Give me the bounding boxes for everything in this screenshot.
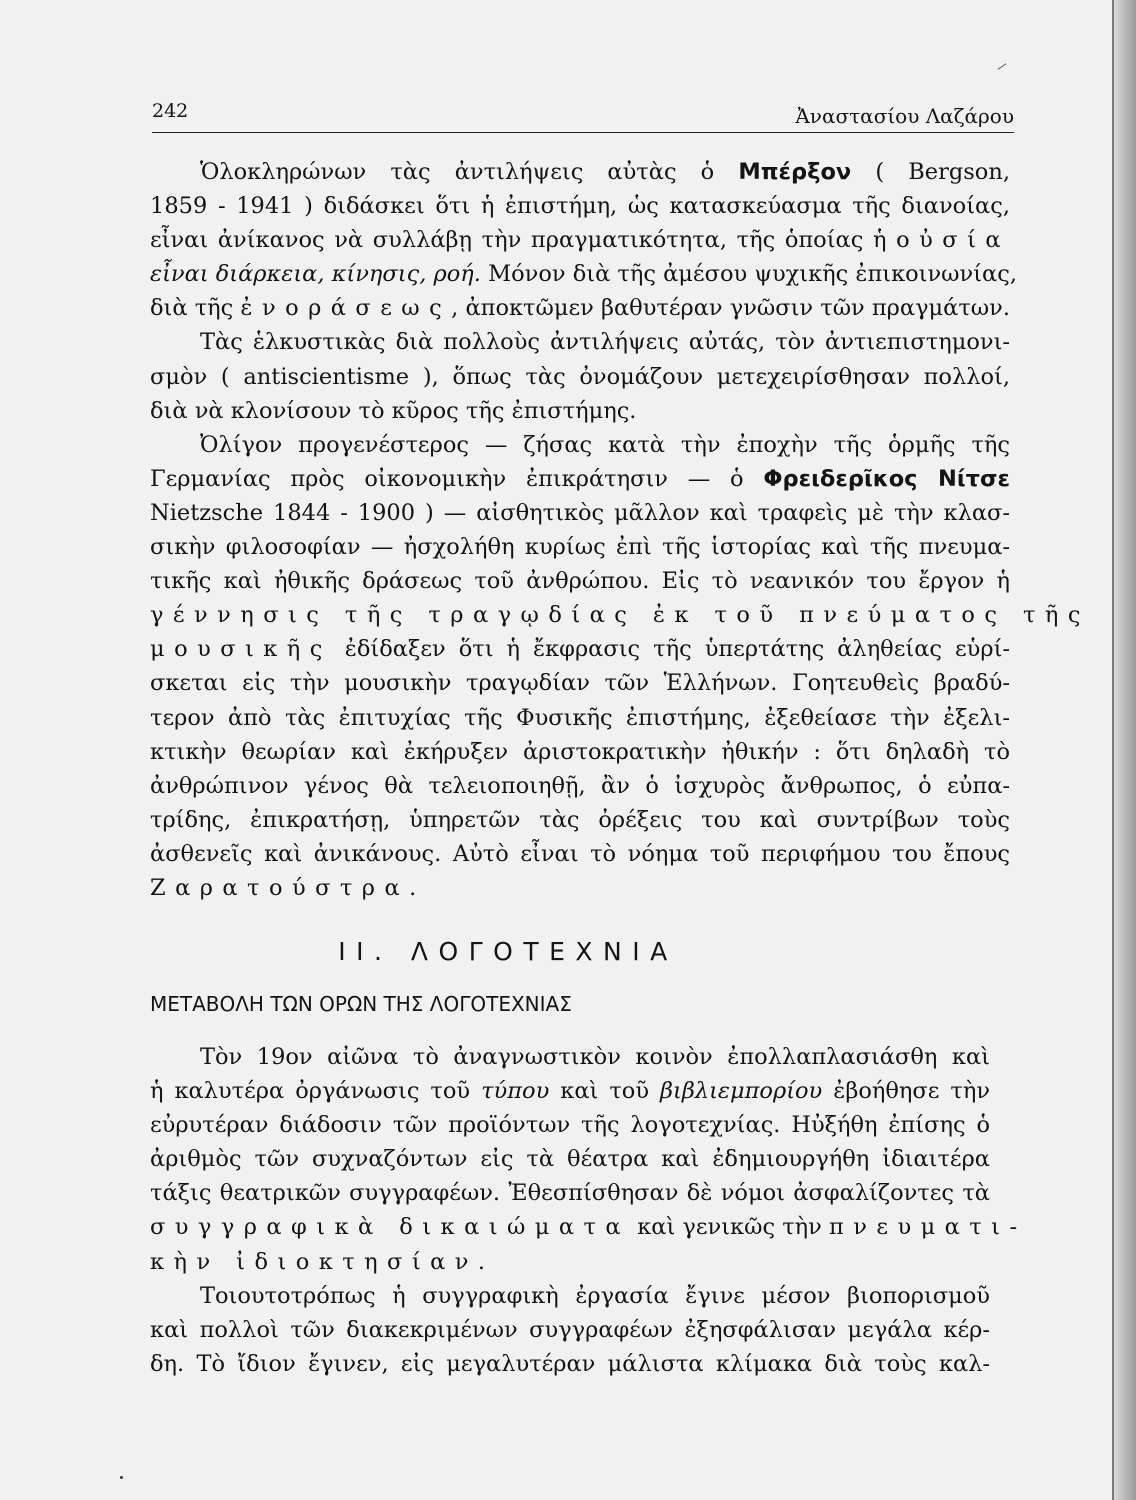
text-line: 1859 - 1941 ) διδάσκει ὅτι ἡ ἐπιστήμη, ὡς κατασκεύασμα τῆς διανοίας, xyxy=(150,193,1010,220)
header-rule xyxy=(152,132,1014,133)
body-text-bottom xyxy=(150,1040,1027,1381)
text-span: ἐβοήθησε τὴν xyxy=(822,1078,991,1105)
text-line xyxy=(150,1210,1027,1244)
text-line: τρίδης, ἐπικρατήσῃ, ὑπηρετῶν τὰς ὀρέξεις του καὶ συντρίβων τοὺς xyxy=(150,806,1010,833)
text-line: καὶ πολλοὶ τῶν διακεκριμένων συγγραφέων ἐξησφάλισαν μεγάλα κέρ- xyxy=(150,1316,990,1343)
text-span: ἡ καλυτέρα ὀργάνωσις τοῦ xyxy=(150,1078,482,1105)
text-line: ἀσθενεῖς καὶ ἀνικάνους. Αὐτὸ εἶναι τὸ νόημα τοῦ περιφήμου του ἔπους xyxy=(150,840,1010,867)
spaced-text: μουσικῆς xyxy=(150,636,332,663)
italic-text: τύπου xyxy=(481,1078,550,1105)
ink-speck xyxy=(120,1476,123,1479)
text-line xyxy=(150,291,1010,325)
text-line: Nietzsche 1844 - 1900 ) — αἰσθητικὸς μᾶλλον καὶ τραφεὶς μὲ τὴν κλασ- xyxy=(150,499,1010,526)
text-line xyxy=(150,632,1010,666)
text-line: τικῆς καὶ ἠθικῆς δράσεως τοῦ ἀνθρώπου. Εἰς τὸ νεανικόν του ἔργον ἡ xyxy=(150,568,1010,595)
text-line: σμὸν ( antiscientisme ), ὅπως τὰς ὀνομάζουν μετεχειρίσθησαν πολλοί, xyxy=(150,363,1010,390)
spaced-text: ἐνοράσεως xyxy=(240,295,452,322)
text-line: Τὸν 19ον αἰῶνα τὸ ἀναγνωστικὸν κοινὸν ἐπολλαπλασιάσθη καὶ xyxy=(200,1044,990,1070)
text-span: Μόνον διὰ τῆς ἀμέσου ψυχικῆς ἐπικοινωνίας, xyxy=(480,261,1017,288)
text-line: Ὀλίγον προγενέστερος — ζήσας κατὰ τὴν ἐποχὴν τῆς ὁρμῆς τῆς xyxy=(200,431,1010,458)
italic-text: εἶναι διάρκεια, κίνησις, ροή. xyxy=(150,261,481,288)
italic-text: βιβλιεμπορίου xyxy=(660,1078,823,1105)
body-text-top xyxy=(150,155,1090,905)
text-span: καὶ γενικῶς τὴν xyxy=(630,1214,829,1241)
spaced-text: πνευματι- xyxy=(828,1214,1027,1241)
text-line xyxy=(150,462,1010,496)
text-line: διὰ νὰ κλονίσουν τὸ κῦρος τῆς ἐπιστήμης. xyxy=(150,397,637,424)
text-span: εἶναι ἀνίκανος νὰ συλλάβῃ τὴν πραγματικότητα, τῆς ὁποίας ἡ xyxy=(150,227,897,254)
text-span: Ὁλοκληρώνων τὰς ἀντιλήψεις αὐτὰς ὁ xyxy=(200,159,739,185)
text-line: ἀριθμὸς τῶν συχναζόντων εἰς τὰ θέατρα καὶ ἐδημιουργήθη ἰδιαιτέρα xyxy=(150,1146,990,1173)
text-line: σικὴν φιλοσοφίαν — ἠσχολήθη κυρίως ἐπὶ τῆς ἱστορίας καὶ τῆς πνευμα- xyxy=(150,534,1010,561)
bold-name: Μπέρξον xyxy=(738,159,852,185)
text-line xyxy=(150,155,1010,189)
text-line xyxy=(150,1245,990,1279)
spaced-text: Ζαρατούστρα. xyxy=(150,874,426,901)
running-head: Ἀναστασίου Λαζάρου xyxy=(795,104,1014,128)
text-line: ἀνθρώπινον γένος θὰ τελειοποιηθῇ, ἂν ὁ ἰσχυρὸς ἄνθρωπος, ὁ εὐπα- xyxy=(150,772,1010,799)
spaced-text: συγγραφικὰ δικαιώματα xyxy=(150,1214,631,1241)
text-line xyxy=(150,598,1090,632)
text-span: , ἀποκτῶμεν βαθυτέραν γνῶσιν τῶν πραγμάτων. xyxy=(451,295,1010,322)
text-span: ἐδίδαξεν ὅτι ἡ ἔκφρασις τῆς ὑπερτάτης ἀληθείας εὑρί- xyxy=(331,636,1010,663)
text-span: Γερμανίας πρὸς οἰκονομικὴν ἐπικράτησιν — ὁ xyxy=(150,465,764,492)
bold-name: Φρειδερῖκος Νίτσε xyxy=(763,465,1010,492)
text-line xyxy=(150,1074,990,1108)
text-line: εὐρυτέραν διάδοσιν τῶν προϊόντων τῆς λογοτεχνίας. Ηὐξήθη ἐπίσης ὁ xyxy=(150,1112,990,1139)
text-span: διὰ τῆς xyxy=(150,295,241,322)
text-line: τάξις θεατρικῶν συγγραφέων. Ἐθεσπίσθησαν δὲ νόμοι ἀσφαλίζοντες τὰ xyxy=(150,1180,990,1207)
sub-heading: ΜΕΤΑΒΟΛΗ ΤΩΝ ΟΡΩΝ ΤΗΣ ΛΟΓΟΤΕΧΝΙΑΣ xyxy=(150,992,572,1016)
text-span: ( Bergson, xyxy=(851,159,1010,185)
text-line xyxy=(150,223,1010,257)
text-line: τερον ἀπὸ τὰς ἐπιτυχίας τῆς Φυσικῆς ἐπιστήμης, ἐξεθείασε τὴν ἐξελι- xyxy=(150,704,1010,731)
text-line: Τὰς ἑλκυστικὰς διὰ πολλοὺς ἀντιλήψεις αὐτάς, τὸν ἀντιεπιστημονι- xyxy=(200,329,1010,356)
spaced-text: οὐσία xyxy=(896,227,1010,254)
text-line xyxy=(150,257,1017,291)
page-number: 242 xyxy=(152,100,189,122)
section-heading: II. ΛΟΓΟΤΕΧΝΙΑ xyxy=(338,937,678,966)
text-line xyxy=(150,871,1010,905)
text-line: κτικὴν θεωρίαν καὶ ἐκήρυξεν ἀριστοκρατικὴν ἠθικήν : ὅτι δηλαδὴ τὸ xyxy=(150,738,1010,765)
page-edge xyxy=(1114,0,1136,1500)
spaced-text: γέννησις τῆς τραγῳδίας ἐκ τοῦ πνεύματος τῆς xyxy=(150,602,1090,629)
page-header xyxy=(152,96,1014,136)
text-span: καὶ τοῦ xyxy=(549,1078,661,1105)
text-line: σκεται εἰς τὴν μουσικὴν τραγῳδίαν τῶν Ἑλλήνων. Γοητευθεὶς βραδύ- xyxy=(150,670,1010,697)
text-line: δη. Τὸ ἴδιον ἔγινεν, εἰς μεγαλυτέραν μάλιστα κλίμακα διὰ τοὺς καλ- xyxy=(150,1350,990,1377)
spaced-text: κὴν ἰδιοκτησίαν. xyxy=(150,1248,495,1275)
text-line: Τοιουτοτρόπως ἡ συγγραφικὴ ἐργασία ἔγινε μέσον βιοπορισμοῦ xyxy=(200,1282,990,1309)
ink-mark xyxy=(998,63,1007,70)
